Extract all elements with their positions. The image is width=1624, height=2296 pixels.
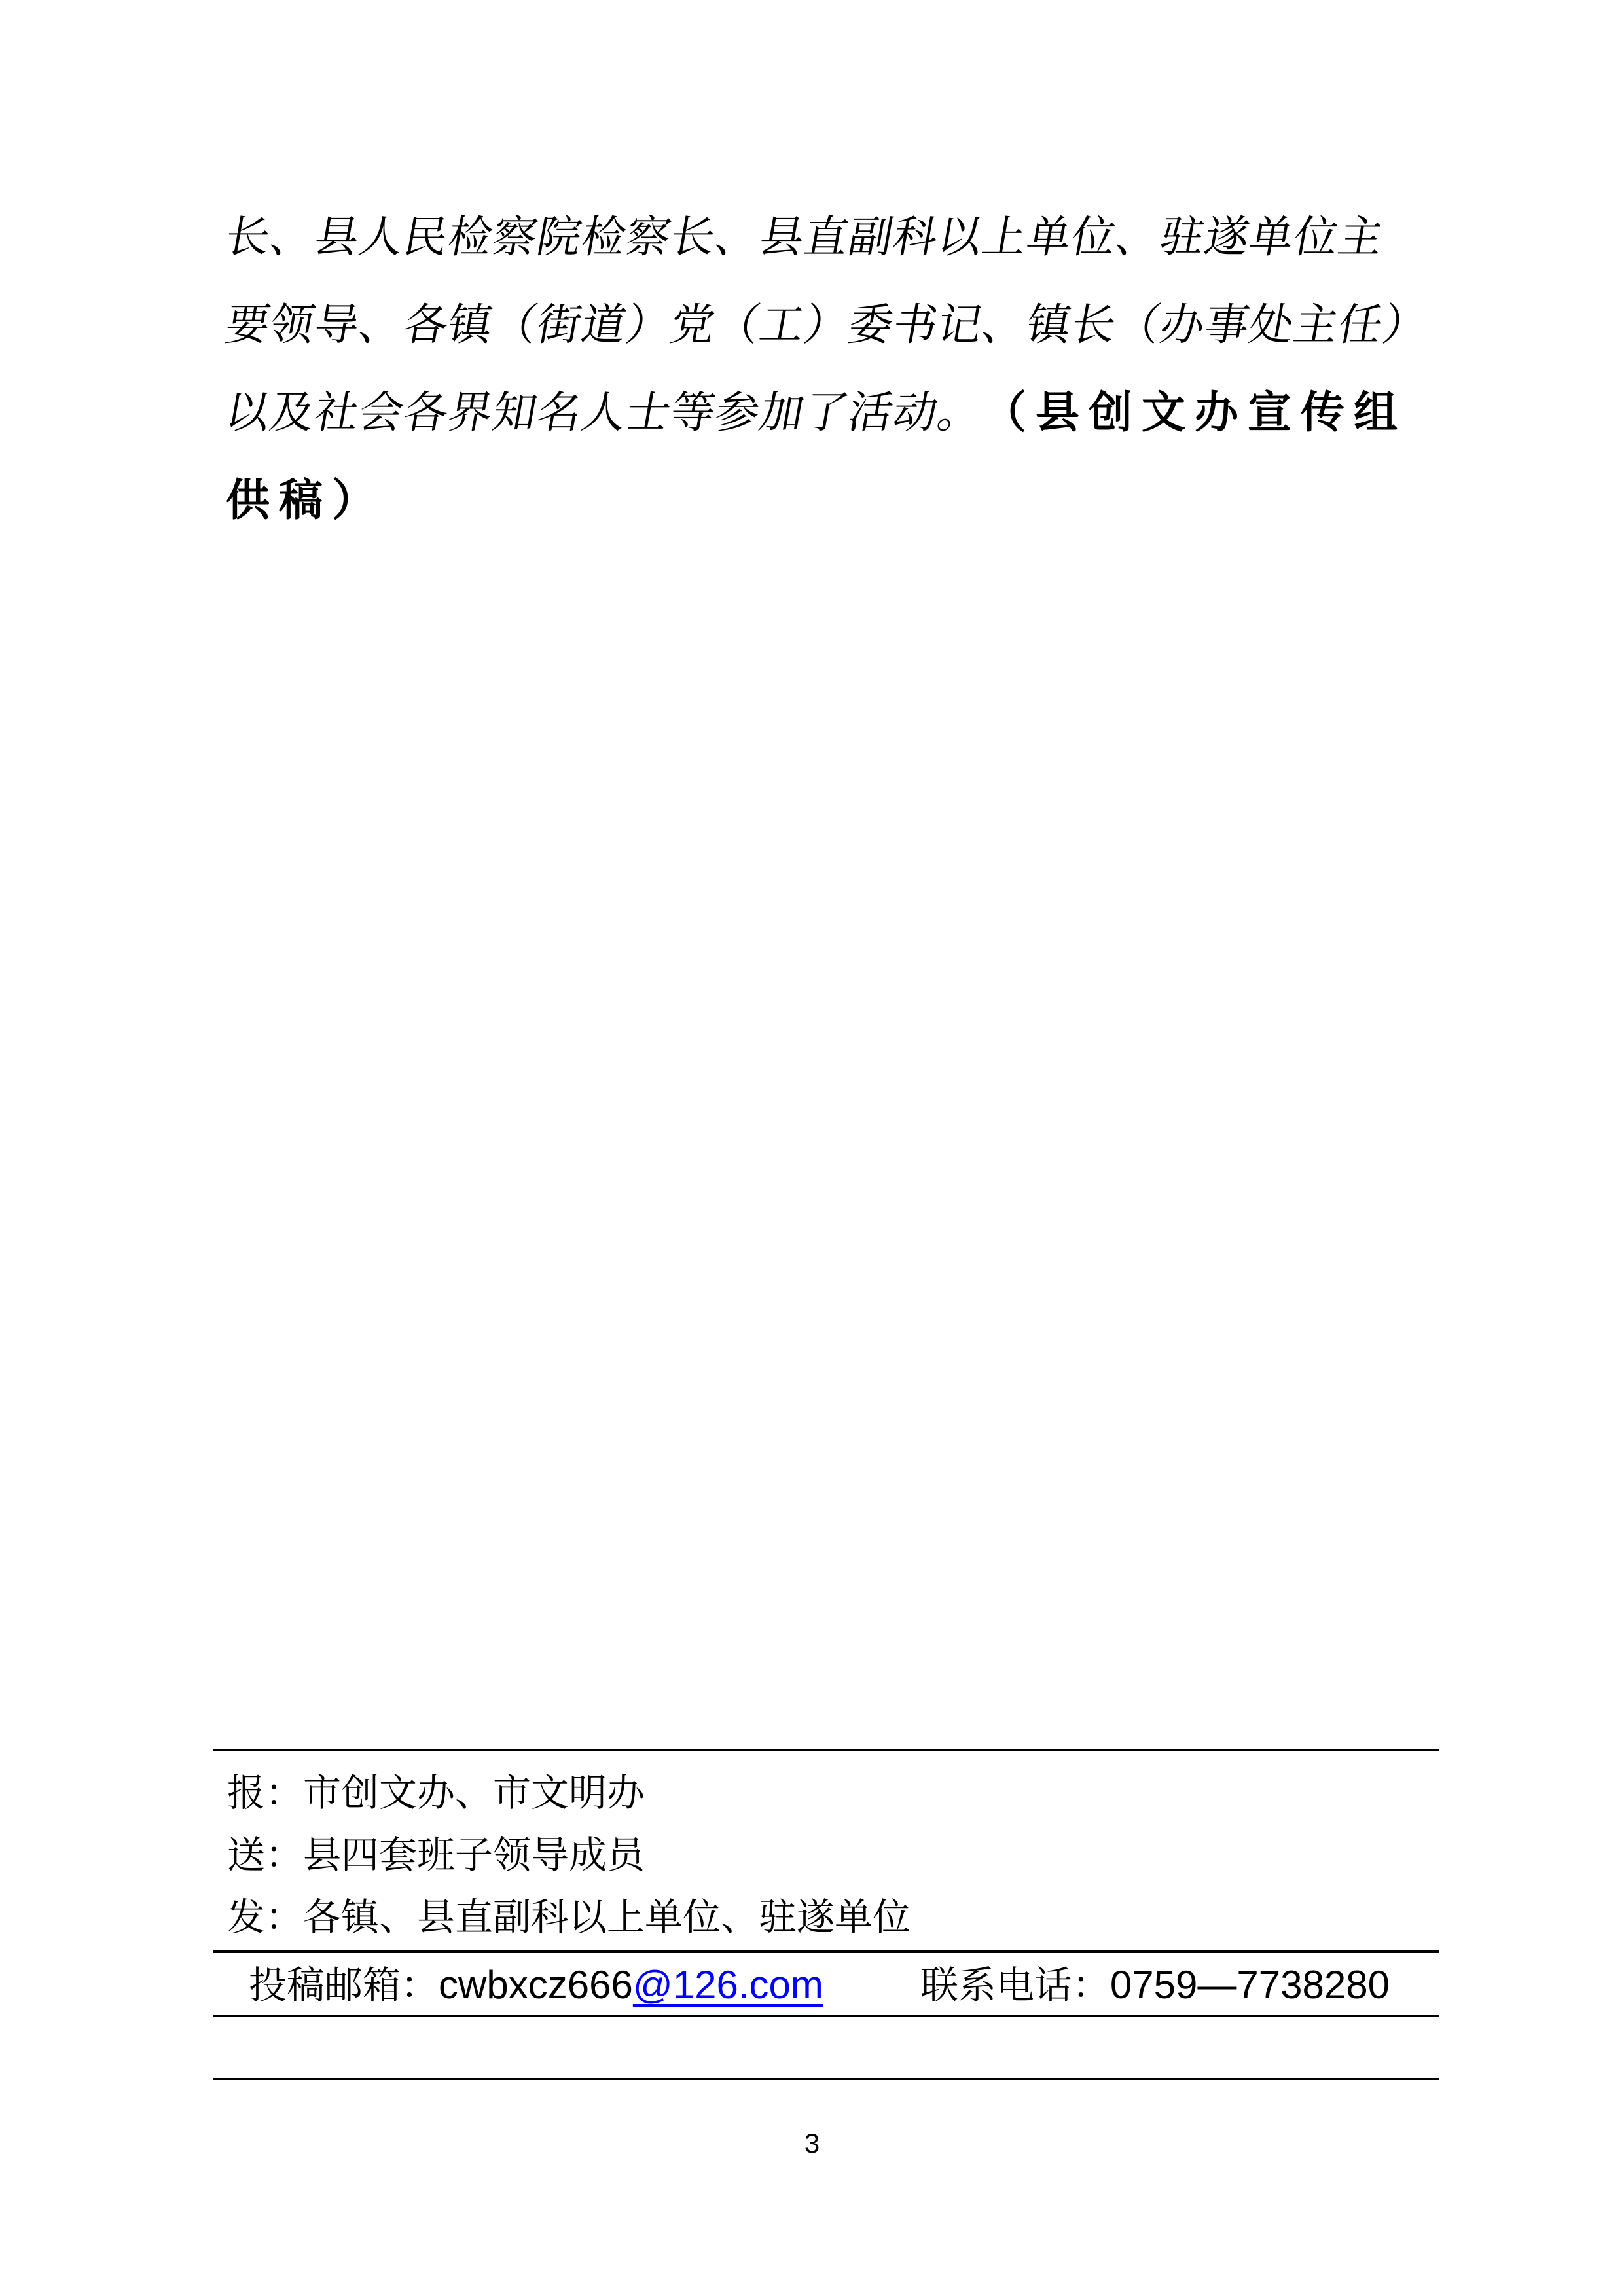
body-text: 以及社会各界知名人士等参加了活动。 bbox=[221, 389, 987, 437]
divider-line-top bbox=[213, 1749, 1439, 1751]
byline-bold-text: （县创文办宣传组 bbox=[983, 389, 1407, 437]
page-number: 3 bbox=[804, 2128, 820, 2159]
email-link[interactable]: @126.com bbox=[632, 1963, 823, 2007]
body-text-line bbox=[221, 369, 1424, 457]
divider-line-bottom bbox=[213, 2078, 1439, 2080]
byline-bold-text: 供稿） bbox=[226, 476, 385, 525]
body-text: 要领导、各镇（街道）党（工）委书记、镇长（办事处主任） bbox=[221, 301, 1432, 350]
body-text: 长、县人民检察院检察长、县直副科以上单位、驻遂单位主 bbox=[221, 213, 1388, 262]
routing-line-send: 送：县四套班子领导成员 bbox=[227, 1834, 645, 1876]
email-label: 投稿邮箱： bbox=[249, 1964, 439, 2007]
routing-line-distribute: 发：各镇、县直副科以上单位、驻遂单位 bbox=[227, 1896, 911, 1939]
body-text-line bbox=[221, 281, 1432, 369]
body-paragraph bbox=[221, 194, 1432, 545]
divider-line-middle bbox=[213, 1950, 1439, 1953]
phone-label: 联系电话： bbox=[920, 1964, 1110, 2007]
body-text-line bbox=[221, 194, 1424, 281]
email-user: cwbxcz666 bbox=[439, 1963, 633, 2007]
phone-number: 0759—7738280 bbox=[1110, 1963, 1390, 2007]
divider-line-below-contact bbox=[213, 2015, 1439, 2017]
routing-block bbox=[227, 1762, 911, 1948]
contact-row bbox=[249, 1956, 1390, 2015]
routing-line-report: 报：市创文办、市文明办 bbox=[227, 1772, 645, 1814]
body-text-line bbox=[226, 457, 1424, 545]
